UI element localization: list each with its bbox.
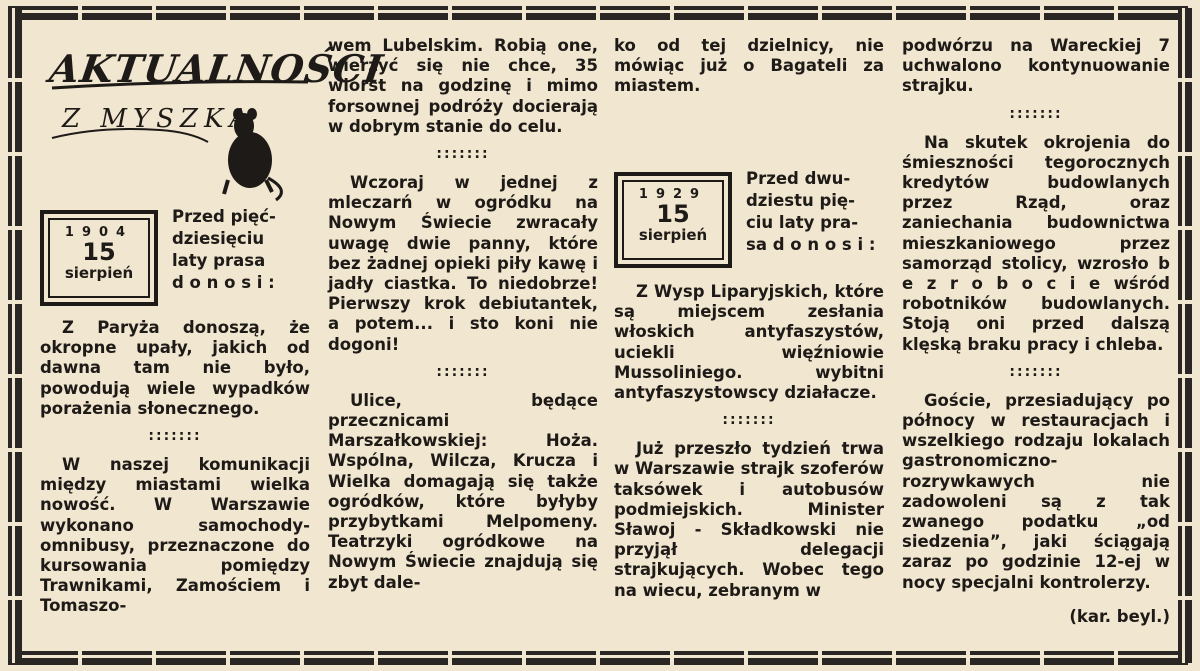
- column-1: [40, 318, 310, 617]
- border-top: [8, 6, 1192, 20]
- masthead-subtitle: Z MYSZKĄ: [62, 104, 255, 134]
- paragraph: W naszej komunikacji między miastami wielka nowość. W Warszawie wykonano samochody-omnibusy, przeznaczone do kursowania pomiędzy Trawnikami, Zamościem i Tomaszo-: [40, 455, 310, 616]
- paragraph: Już przeszło tydzień trwa w Warszawie strajk szoferów taksówek i autobusów podmiejskich. Minister Sławoj - Składkowski nie przyjął delegacji strajkujących. Wobec tego na wiecu, zebranym w: [614, 439, 884, 600]
- paragraph: ko od tej dzielnicy, nie mówiąc już o Bagateli za miastem.: [614, 36, 884, 96]
- masthead-title: AKTUALNOŚCI: [46, 46, 387, 91]
- date-year: 1904: [64, 225, 134, 240]
- date-month: sierpień: [638, 226, 708, 244]
- date-year: 1929: [638, 187, 708, 202]
- headline-1929: [746, 168, 886, 256]
- column-3-top: [614, 36, 884, 97]
- headline-line: dziesięciu: [172, 229, 265, 248]
- headline-line: dziestu pię-: [746, 191, 855, 210]
- separator: :::::::: [722, 412, 776, 429]
- paragraph: Z Paryża donoszą, że okropne upały, jakich od dawna tam nie było, powodują wiele wypadków porażenia słonecznego.: [40, 318, 310, 418]
- paragraph: Goście, przesiadujący po północy w restauracjach i wszelkiego rodzaju lokalach gastronomiczno-rozrywkawych nie zadowoleni są z tak zwanego podatku „od siedzenia”, jaki ściągają zaraz po godzinie 12-ej w nocy specjalni kontrolerzy.: [902, 390, 1170, 592]
- column-3: [614, 282, 884, 601]
- headline-line: laty prasa: [172, 251, 266, 270]
- column-2: [328, 36, 598, 593]
- date-day: 15: [656, 200, 690, 228]
- border-left: [8, 8, 22, 663]
- separator: :::::::: [148, 428, 202, 445]
- headline-line: d o n o s i :: [172, 273, 275, 292]
- headline-line: ciu laty pra-: [746, 213, 859, 232]
- masthead-logo: [40, 30, 387, 205]
- headline-line: Przed dwu-: [746, 169, 851, 188]
- headline-line: Przed pięć-: [172, 207, 276, 226]
- separator: :::::::: [436, 363, 490, 380]
- column-4: [902, 36, 1170, 627]
- author-signature: (kar. beyl.): [1069, 606, 1170, 626]
- paragraph: Wczoraj w jednej z mleczarń w ogródku na Nowym Świecie zwracały uwagę dwie panny, które bez żadnej opieki piły kawę i jadły ciastka. To niedobrze! Pierwszy krok debiutantek, a potem... i sto koni nie dogoni!: [328, 173, 598, 354]
- border-bottom: [8, 651, 1192, 665]
- date-box-1929: [614, 172, 732, 268]
- paragraph: Na skutek okrojenia do śmieszności tegorocznych kredytów budowlanych przez Rząd, oraz zaniechania budownictwa mieszkaniowego przez samorząd stolicy, wzrosło b e z r o b o c i e wśród robotników budowlanych. Stoją oni przed dalszą klęską braku pracy i chleba.: [902, 132, 1170, 354]
- separator: :::::::: [1009, 105, 1063, 122]
- date-box-1904: [40, 210, 158, 306]
- date-month: sierpień: [64, 264, 134, 282]
- separator: :::::::: [436, 146, 490, 163]
- date-day: 15: [82, 238, 116, 266]
- paragraph: Z Wysp Liparyjskich, które są miejscem zesłania włoskich antyfaszystów, uciekli więźniowie Mussoliniego. wybitni antyfaszystowscy działacze.: [614, 282, 884, 403]
- border-right: [1178, 8, 1192, 663]
- separator: :::::::: [1009, 363, 1063, 380]
- headline-line: sa d o n o s i :: [746, 235, 876, 254]
- paragraph: wem Lubelskim. Robią one, wierzyć się nie chce, 35 wiorst na godzinę i mimo forsownej podróży docierają w dobrym stanie do celu.: [328, 36, 598, 136]
- paragraph: Ulice, będące przecznicami Marszałkowskiej: Hoża. Wspólna, Wilcza, Krucza i Wielka domagają się także ogródków, które byłyby przybytkami Melpomeny. Teatrzyki ogródkowe na Nowym Świecie znajdują się zbyt dale-: [328, 390, 598, 592]
- headline-1904: [172, 206, 312, 294]
- paragraph: podwórzu na Wareckiej 7 uchwalono kontynuowanie strajku.: [902, 36, 1170, 96]
